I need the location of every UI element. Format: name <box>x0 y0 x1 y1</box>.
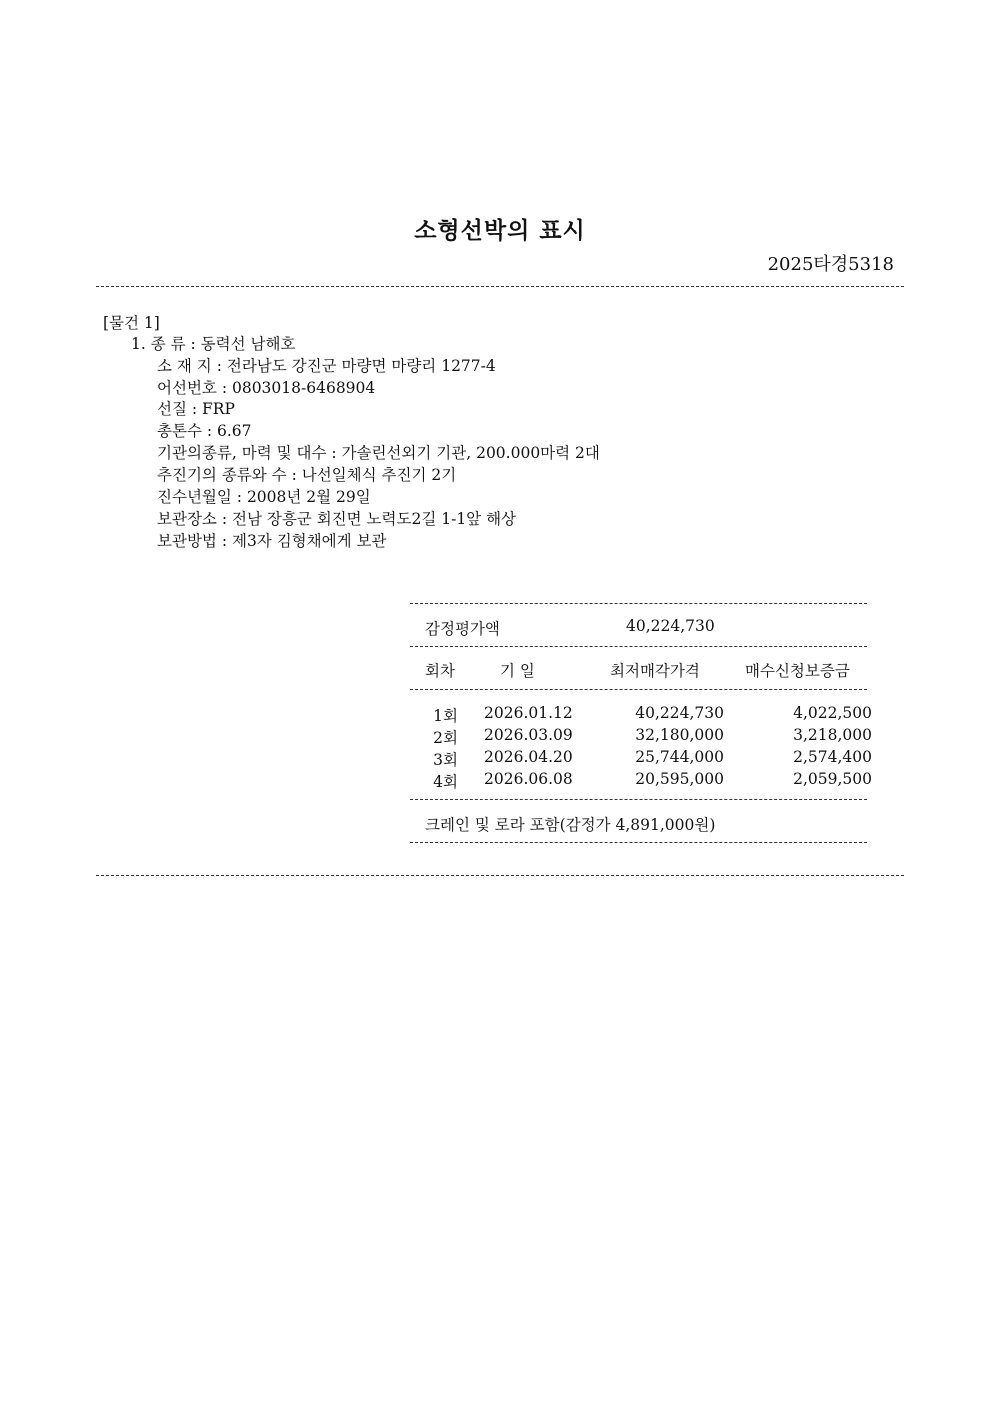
cell-date: 2026.06.08 <box>484 770 573 788</box>
appraisal-label: 감정평가액 <box>425 620 500 638</box>
cell-deposit: 2,059,500 <box>793 770 872 788</box>
table-divider <box>410 799 867 800</box>
header-min-price: 최저매각가격 <box>610 662 700 680</box>
cell-round: 3회 <box>433 751 458 769</box>
header-deposit: 매수신청보증금 <box>745 662 850 680</box>
item-header: [물건 1] <box>103 314 160 332</box>
cell-min-price: 20,595,000 <box>635 770 724 788</box>
cell-min-price: 25,744,000 <box>635 748 724 766</box>
header-round: 회차 <box>425 662 455 680</box>
table-divider-top <box>410 603 867 604</box>
bottom-divider <box>96 875 904 876</box>
cell-round: 1회 <box>433 707 458 725</box>
table-divider-bottom <box>410 842 867 843</box>
cell-deposit: 4,022,500 <box>793 704 872 722</box>
cell-min-price: 40,224,730 <box>635 704 724 722</box>
item-launch-date: 진수년월일 : 2008년 2월 29일 <box>157 488 371 506</box>
top-divider <box>96 286 904 287</box>
page-title: 소형선박의 표시 <box>414 218 586 244</box>
cell-deposit: 3,218,000 <box>793 726 872 744</box>
item-engine: 기관의종류, 마력 및 대수 : 가솔린선외기 기관, 200.000마력 2대 <box>157 444 600 462</box>
item-storage-method: 보관방법 : 제3자 김형채에게 보관 <box>157 532 387 550</box>
table-divider <box>410 689 867 690</box>
item-type-line: 1. 종 류 : 동력선 남해호 <box>131 335 296 353</box>
item-hull-material: 선질 : FRP <box>157 400 235 418</box>
cell-date: 2026.03.09 <box>484 726 573 744</box>
item-propeller: 추진기의 종류와 수 : 나선일체식 추진기 2기 <box>157 466 457 484</box>
cell-round: 4회 <box>433 773 458 791</box>
header-date: 기 일 <box>500 662 535 680</box>
cell-date: 2026.04.20 <box>484 748 573 766</box>
cell-date: 2026.01.12 <box>484 704 573 722</box>
cell-deposit: 2,574,400 <box>793 748 872 766</box>
item-gross-tonnage: 총톤수 : 6.67 <box>157 422 252 440</box>
case-number: 2025타경5318 <box>767 254 894 275</box>
item-storage-place: 보관장소 : 전남 장흥군 회진면 노력도2길 1-1앞 해상 <box>157 510 517 528</box>
item-location: 소 재 지 : 전라남도 강진군 마량면 마량리 1277-4 <box>157 357 496 375</box>
table-divider <box>410 646 867 647</box>
appraisal-value: 40,224,730 <box>626 617 715 635</box>
item-vessel-number: 어선번호 : 0803018-6468904 <box>157 379 376 397</box>
cell-round: 2회 <box>433 729 458 747</box>
cell-min-price: 32,180,000 <box>635 726 724 744</box>
table-note: 크레인 및 로라 포함(감정가 4,891,000원) <box>425 816 716 834</box>
